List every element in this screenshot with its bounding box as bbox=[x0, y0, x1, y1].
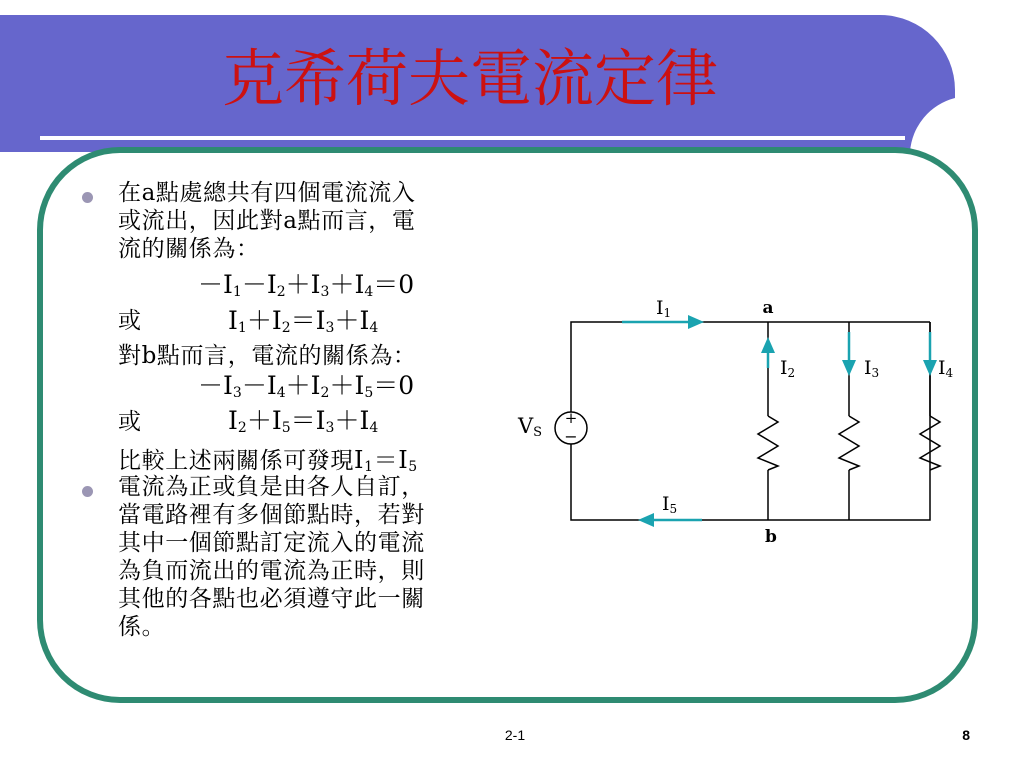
source-label: VS bbox=[518, 414, 543, 440]
arrow-i5-head bbox=[638, 513, 654, 527]
page-number: 8 bbox=[962, 727, 970, 743]
footer-label: 2-1 bbox=[504, 727, 526, 743]
resistor-2 bbox=[758, 416, 778, 470]
bullet-2-line-1: 電流為正或負是由各人自訂， bbox=[118, 474, 425, 500]
source-minus: − bbox=[564, 427, 578, 446]
resistor-3 bbox=[839, 416, 859, 470]
current-i1-label: I1 bbox=[656, 297, 672, 320]
current-i5-label: I5 bbox=[662, 493, 678, 516]
bullet-dot bbox=[82, 486, 93, 497]
bullet-1-line-3: 流的關係為： bbox=[118, 236, 260, 262]
circuit-diagram bbox=[500, 290, 960, 550]
arrow-i4-head bbox=[923, 360, 937, 376]
bullet-2-line-2: 當電路裡有多個節點時，若對 bbox=[118, 502, 425, 528]
current-i4-label: I4 bbox=[938, 357, 954, 380]
equation-a-2: $I_1+I_2=I_3+I_4$ bbox=[228, 306, 379, 336]
bullet-1-line-2: 或流出，因此對a點而言，電 bbox=[118, 208, 416, 234]
current-i3-label: I3 bbox=[864, 357, 880, 380]
bullet-1-line-1: 在a點處總共有四個電流流入 bbox=[118, 180, 416, 206]
arrow-i3-head bbox=[842, 360, 856, 376]
or-label-1: 或 bbox=[118, 308, 142, 334]
bullet-dot bbox=[82, 192, 93, 203]
slide-title: 克希荷夫電流定律 bbox=[221, 42, 718, 115]
equation-a-1: $-I_1-I_2+I_3+I_4=0$ bbox=[198, 270, 415, 300]
equation-b-1: $-I_3-I_4+I_2+I_5=0$ bbox=[198, 371, 415, 401]
arrow-i1-head bbox=[688, 315, 704, 329]
bullet-1-line-b: 對b點而言，電流的關係為： bbox=[118, 343, 417, 369]
node-b-label: b bbox=[765, 527, 777, 547]
equation-b-2: $I_2+I_5=I_3+I_4$ bbox=[228, 406, 379, 436]
circuit-wires bbox=[571, 322, 930, 520]
compare-line: 比較上述兩關係可發現$I_1=I_5$ bbox=[118, 446, 418, 475]
source-plus: + bbox=[564, 409, 578, 427]
or-label-2: 或 bbox=[118, 409, 142, 435]
current-i2-label: I2 bbox=[780, 357, 796, 380]
bullet-2-line-4: 為負而流出的電流為正時，則 bbox=[118, 558, 425, 584]
arrow-i2-head bbox=[761, 337, 775, 353]
bullet-2-line-6: 係。 bbox=[118, 614, 166, 640]
node-a-label: a bbox=[762, 298, 774, 318]
bullet-2-line-5: 其他的各點也必須遵守此一關 bbox=[118, 586, 425, 612]
bullet-2-line-3: 其中一個節點訂定流入的電流 bbox=[118, 530, 425, 556]
